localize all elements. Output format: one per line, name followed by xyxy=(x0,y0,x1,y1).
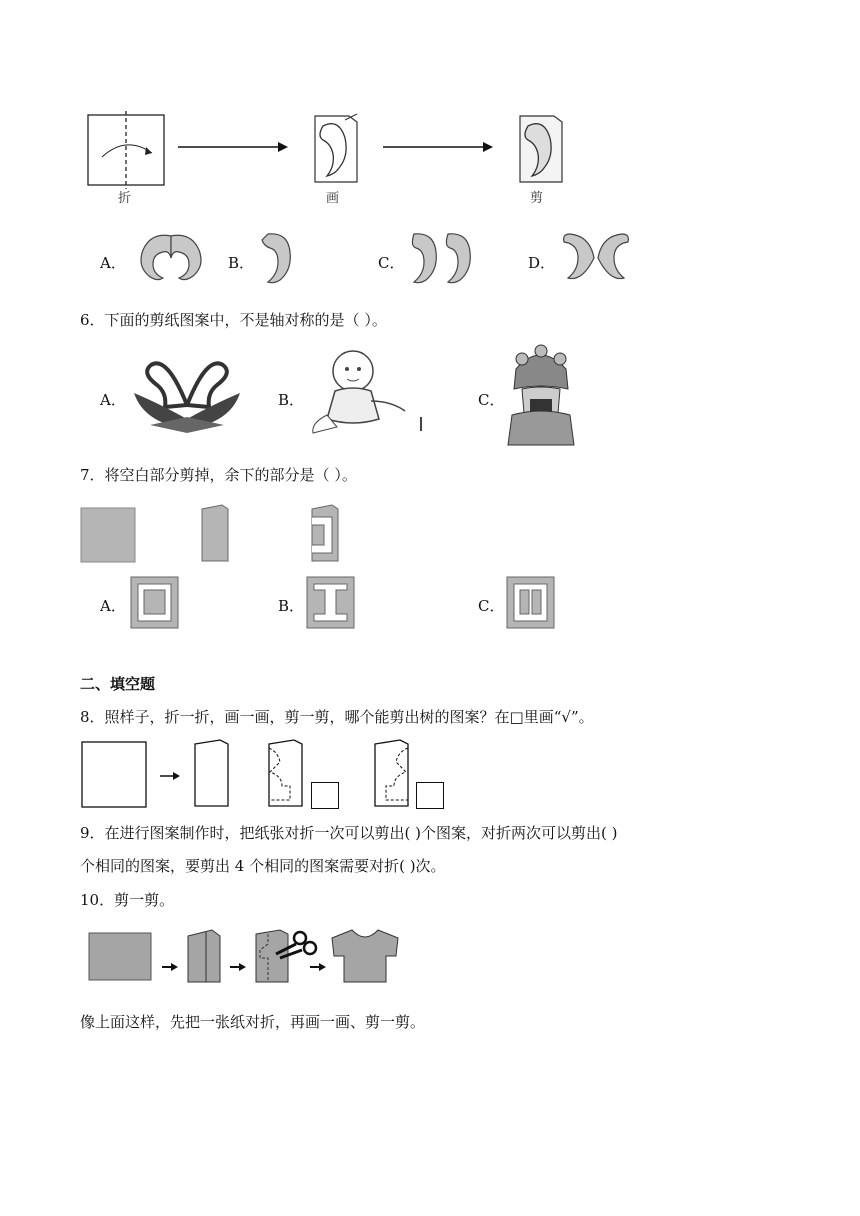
swan-papercut-icon xyxy=(130,345,245,435)
q7-option-c-label: C． xyxy=(478,597,505,615)
q7-option-b-label: B． xyxy=(278,597,305,615)
q6-option-b-label: B． xyxy=(278,391,305,409)
q8-text: 8．照样子，折一折，画一画，剪一剪，哪个能剪出树的图案？在□里画“√”。 xyxy=(80,708,594,726)
q10-text: 10．剪一剪。 xyxy=(80,891,175,909)
option-b-label: B． xyxy=(228,254,255,272)
option-d-label: D． xyxy=(528,254,556,272)
arrow-1 xyxy=(178,140,290,154)
dolphin-pair-facing-icon xyxy=(135,228,207,288)
dolphin-pair-same-icon xyxy=(408,228,483,288)
q10-folded-figure xyxy=(184,928,224,984)
q8-arrow xyxy=(160,771,182,781)
q8-checkbox-2[interactable] xyxy=(416,782,444,809)
q6-option-c-label: C． xyxy=(478,391,505,409)
q10-instruction: 像上面这样，先把一张纸对折，再画一画、剪一剪。 xyxy=(80,1013,426,1031)
q6-option-a-label: A． xyxy=(100,391,126,409)
section-title: 二、填空题 xyxy=(80,675,156,693)
q10-cut-figure xyxy=(254,928,320,984)
dolphin-single-icon xyxy=(258,228,298,288)
q7-option-a-label: A． xyxy=(100,597,126,615)
dolphin-pair-back-icon xyxy=(560,228,632,288)
q10-arrow-1 xyxy=(162,962,180,972)
option-c-label: C． xyxy=(378,254,405,272)
q10-shirt-figure xyxy=(330,928,400,984)
child-papercut-icon xyxy=(305,345,435,437)
draw-step-figure xyxy=(305,110,365,185)
arrow-2 xyxy=(383,140,495,154)
folded-paper-figure xyxy=(200,503,232,563)
opera-mask-papercut-icon xyxy=(508,345,574,445)
q7-option-b-shape xyxy=(306,576,356,630)
q7-option-a-shape xyxy=(130,576,180,630)
q10-arrow-3 xyxy=(310,962,328,972)
q7-text: 7．将空白部分剪掉，余下的部分是（ ）。 xyxy=(80,466,357,484)
q9-line-2: 个相同的图案，要剪出 4 个相同的图案需要对折( )次。 xyxy=(80,857,446,875)
q9-line-1: 9．在进行图案制作时，把纸张对折一次可以剪出( )个图案，对折两次可以剪出( ) xyxy=(80,824,618,842)
q8-square-figure xyxy=(80,740,150,810)
option-a-label: A． xyxy=(100,254,126,272)
q10-arrow-2 xyxy=(230,962,248,972)
q8-folded-figure xyxy=(192,738,234,810)
folded-paper-cut-figure xyxy=(310,503,342,563)
q8-checkbox-1[interactable] xyxy=(311,782,339,809)
step-label-fold: 折 xyxy=(118,191,132,206)
q10-square-figure xyxy=(88,932,154,982)
step-label-cut: 剪 xyxy=(530,191,544,206)
step-label-draw: 画 xyxy=(326,191,340,206)
q7-option-c-shape xyxy=(506,576,556,630)
fold-step-figure xyxy=(80,105,180,190)
cut-step-figure xyxy=(510,110,570,185)
q6-text: 6．下面的剪纸图案中，不是轴对称的是（ ）。 xyxy=(80,311,387,329)
square-paper-figure xyxy=(80,506,138,564)
